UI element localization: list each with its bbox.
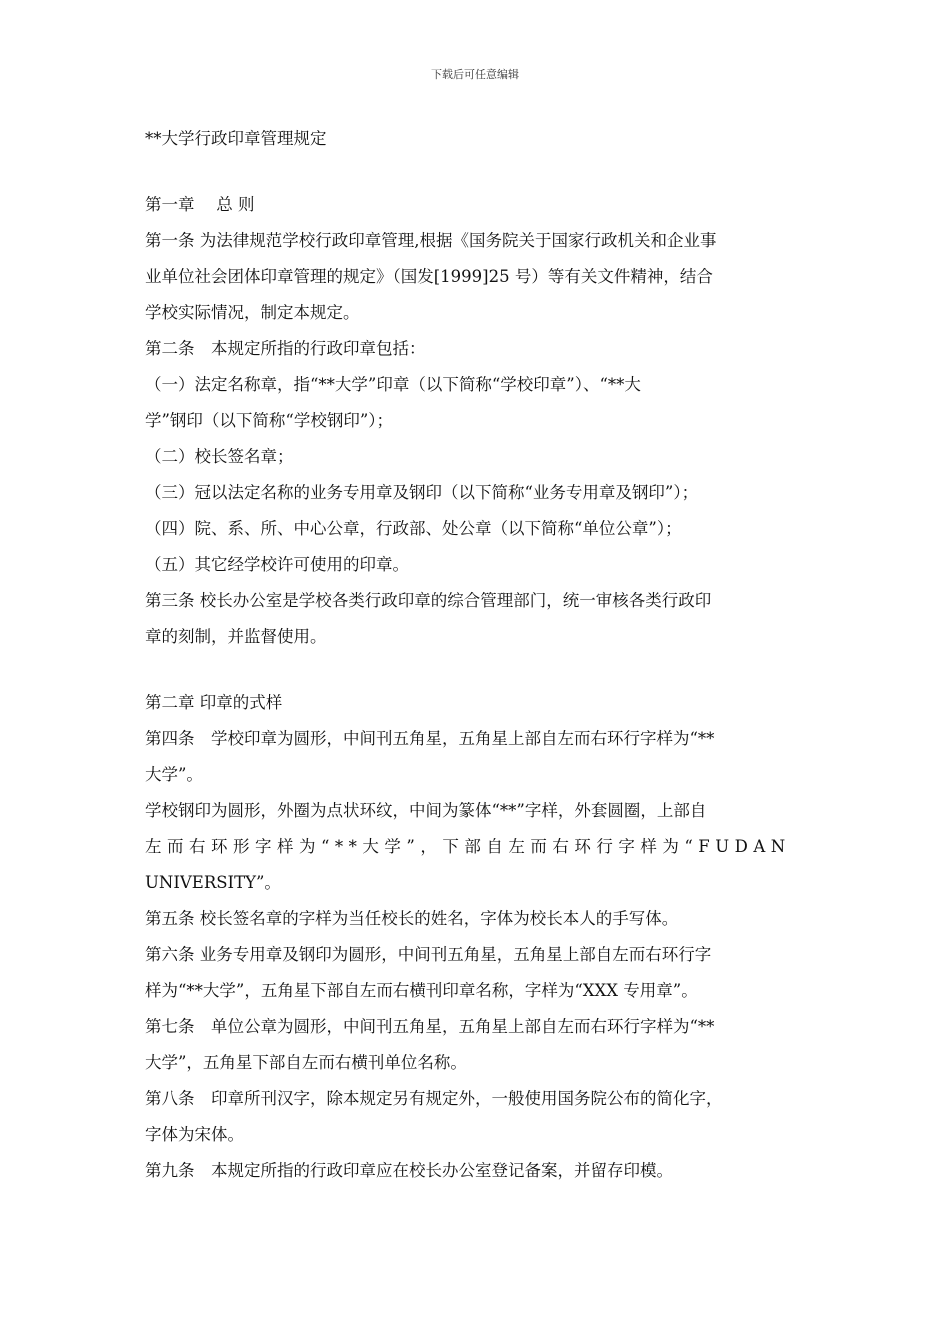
document-body xyxy=(145,121,807,1189)
paragraph-line: 第三条 校长办公室是学校各类行政印章的综合管理部门，统一审核各类行政印 xyxy=(145,591,712,610)
paragraph-line: （四）院、系、所、中心公章，行政部、处公章（以下简称“单位公章”）； xyxy=(145,519,682,538)
paragraph-line: 第二条 本规定所指的行政印章包括： xyxy=(145,339,426,358)
paragraph-line: 学”钢印（以下简称“学校钢印”）； xyxy=(145,411,394,430)
paragraph-line: 学校实际情况，制定本规定。 xyxy=(145,303,360,322)
paragraph-line-justified xyxy=(145,829,807,865)
paragraph-line: 学校钢印为圆形，外圈为点状环纹，中间为篆体“**”字样，外套圆圈，上部自 xyxy=(145,801,707,820)
paragraph-line: UNIVERSITY”。 xyxy=(145,873,281,892)
chapter-heading: 第一章 总 则 xyxy=(145,195,255,214)
spacer xyxy=(145,655,807,685)
paragraph-line: 大学”。 xyxy=(145,765,203,784)
spacer xyxy=(145,157,807,187)
paragraph-line: 业单位社会团体印章管理的规定》（国发[1999]25 号）等有关文件精神，结合 xyxy=(145,267,713,286)
paragraph-line: 第四条 学校印章为圆形，中间刊五角星，五角星上部自左而右环行字样为“** xyxy=(145,729,715,748)
page-header-note: 下载后可任意编辑 xyxy=(431,68,519,81)
paragraph-line: 左而右环形字样为“**大学”，下部自左而右环行字样为“FUDAN xyxy=(145,837,791,856)
paragraph-line: 第六条 业务专用章及钢印为圆形，中间刊五角星，五角星上部自左而右环行字 xyxy=(145,945,712,964)
paragraph-line: 第七条 单位公章为圆形，中间刊五角星，五角星上部自左而右环行字样为“** xyxy=(145,1017,715,1036)
paragraph-line: 大学”，五角星下部自左而右横刊单位名称。 xyxy=(145,1053,467,1072)
paragraph-line: 第八条 印章所刊汉字，除本规定另有规定外，一般使用国务院公布的简化字， xyxy=(145,1089,723,1108)
document-title: **大学行政印章管理规定 xyxy=(145,129,327,148)
paragraph-line: 第五条 校长签名章的字样为当任校长的姓名，字体为校长本人的手写体。 xyxy=(145,909,679,928)
paragraph-line: 第九条 本规定所指的行政印章应在校长办公室登记备案，并留存印模。 xyxy=(145,1161,673,1180)
paragraph-line: （一）法定名称章，指“**大学”印章（以下简称“学校印章”）、“**大 xyxy=(145,375,641,394)
paragraph-line: 样为“**大学”，五角星下部自左而右横刊印章名称，字样为“XXX 专用章”。 xyxy=(145,981,698,1000)
paragraph-line: （二）校长签名章； xyxy=(145,447,294,466)
chapter-heading: 第二章 印章的式样 xyxy=(145,693,283,712)
paragraph-line: 字体为宋体。 xyxy=(145,1125,244,1144)
paragraph-line: （三）冠以法定名称的业务专用章及钢印（以下简称“业务专用章及钢印”）； xyxy=(145,483,699,502)
paragraph-line: 章的刻制，并监督使用。 xyxy=(145,627,327,646)
paragraph-line: （五）其它经学校许可使用的印章。 xyxy=(145,555,409,574)
paragraph-line: 第一条 为法律规范学校行政印章管理,根据《国务院关于国家行政机关和企业事 xyxy=(145,231,717,250)
